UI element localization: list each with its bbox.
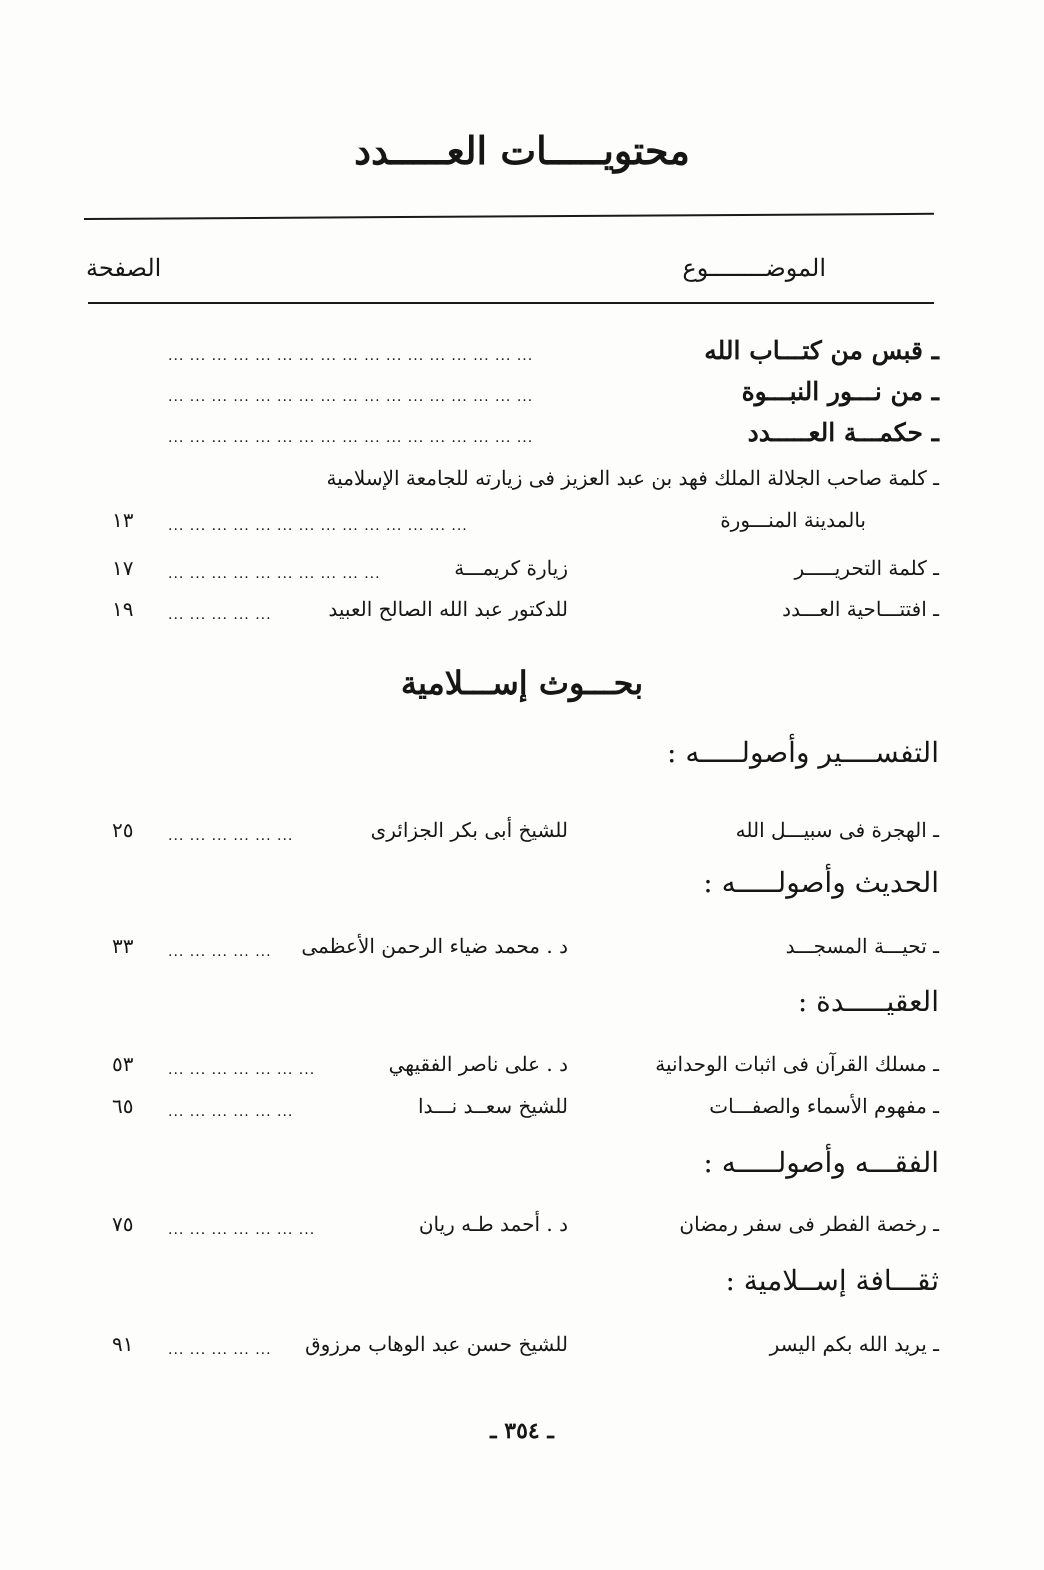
toc-entry-continuation (0, 508, 1044, 548)
dot-leader: ... ... ... ... ... ... ... ... ... ... ... ... ... ... (168, 518, 468, 534)
entry-page: ١٣ (112, 508, 134, 532)
toc-entry (0, 336, 1044, 376)
category-heading: الحديث وأصولـــــه : (703, 866, 939, 899)
entry-subject: ـ مفهوم الأسماء والصفـــات (709, 1094, 939, 1118)
dot-leader: ... ... ... ... ... (168, 1342, 272, 1358)
entry-page: ١٩ (112, 597, 134, 621)
entry-subject: ـ افتتـــاحية العـــدد (782, 597, 939, 621)
entry-subject: ـ من نـــور النبـــوة (741, 377, 939, 406)
toc-entry (0, 1212, 1044, 1252)
entry-author: د . على ناصر الفقيهي (388, 1052, 568, 1076)
category-heading: الفقـــه وأصولـــــه : (703, 1146, 939, 1179)
entry-page: ٢٥ (112, 818, 134, 842)
entry-subject: ـ يريد الله بكم اليسر (769, 1332, 939, 1356)
entry-author: د . محمد ضياء الرحمن الأعظمى (301, 934, 568, 958)
dot-leader: ... ... ... ... ... ... ... (168, 1222, 316, 1238)
category-heading: التفســــير وأصولـــــه : (667, 736, 939, 769)
entry-subject: ـ حكمـــة العـــــدد (747, 418, 939, 447)
entry-author: للدكتور عبد الله الصالح العبيد (328, 597, 568, 621)
toc-entry (0, 1332, 1044, 1372)
entry-author: للشيخ أبى بكر الجزائرى (370, 818, 568, 842)
dot-leader: ... ... ... ... ... ... ... ... ... ... (168, 566, 381, 582)
dot-leader: ... ... ... ... ... (168, 607, 272, 623)
entry-subject: ـ كلمة التحريـــــر (794, 556, 939, 580)
dot-leader: ... ... ... ... ... (168, 944, 272, 960)
toc-entry (0, 418, 1044, 458)
entry-page: ٩١ (112, 1332, 134, 1356)
toc-entry (0, 556, 1044, 596)
entry-author: للشيخ حسن عبد الوهاب مرزوق (305, 1332, 568, 1356)
page-title: محتويـــــات العـــــدد (354, 128, 690, 173)
section-heading: بحـــوث إســـلامية (400, 664, 644, 702)
dot-leader: ... ... ... ... ... ... (168, 1104, 294, 1120)
toc-entry (0, 1052, 1044, 1092)
entry-page: ١٧ (112, 556, 134, 580)
dot-leader: ... ... ... ... ... ... ... ... ... ... ... ... ... ... ... ... ... (168, 348, 534, 364)
entry-author: د . أحمد طـه ريان (418, 1212, 568, 1236)
entry-page: ٧٥ (112, 1212, 134, 1236)
entry-subject: ـ قبس من كتـــاب الله (704, 336, 939, 365)
category-heading: العقيـــــدة : (797, 985, 939, 1018)
entry-author: زيارة كريمـــة (454, 556, 568, 580)
entry-subject: ـ كلمة صاحب الجلالة الملك فهد بن عبد العزيز فى زيارته للجامعة الإسلامية (326, 466, 939, 490)
entry-author: للشيخ سعــد نـــدا (417, 1094, 568, 1118)
topic-column-header: الموضــــــــوع (682, 254, 826, 282)
toc-entry (0, 377, 1044, 417)
toc-entry (0, 1094, 1044, 1134)
entry-page: ٥٣ (112, 1052, 134, 1076)
entry-subject: ـ تحيـــة المسجـــد (785, 934, 939, 958)
dot-leader: ... ... ... ... ... ... ... ... ... ... ... ... ... ... ... ... ... (168, 430, 534, 446)
category-heading: ثقـــافة إســلامية : (725, 1264, 939, 1297)
toc-entry (0, 466, 1044, 506)
header-rule (88, 302, 934, 304)
page-column-header: الصفحة (86, 254, 162, 282)
dot-leader: ... ... ... ... ... ... (168, 828, 294, 844)
toc-entry (0, 934, 1044, 974)
entry-subject-continuation: بالمدينة المنـــورة (720, 508, 866, 532)
dot-leader: ... ... ... ... ... ... ... (168, 1062, 316, 1078)
toc-entry (0, 818, 1044, 858)
entry-subject: ـ الهجرة فى سبيـــل الله (735, 818, 939, 842)
entry-page: ٣٣ (112, 934, 134, 958)
toc-entry (0, 597, 1044, 637)
entry-subject: ـ مسلك القرآن فى اثبات الوحدانية (655, 1052, 939, 1076)
entry-subject: ـ رخصة الفطر فى سفر رمضان (679, 1212, 939, 1236)
dot-leader: ... ... ... ... ... ... ... ... ... ... ... ... ... ... ... ... ... (168, 389, 534, 405)
page-number: ـ ٣٥٤ ـ (490, 1418, 554, 1444)
entry-page: ٦٥ (112, 1094, 134, 1118)
top-rule (84, 213, 934, 220)
